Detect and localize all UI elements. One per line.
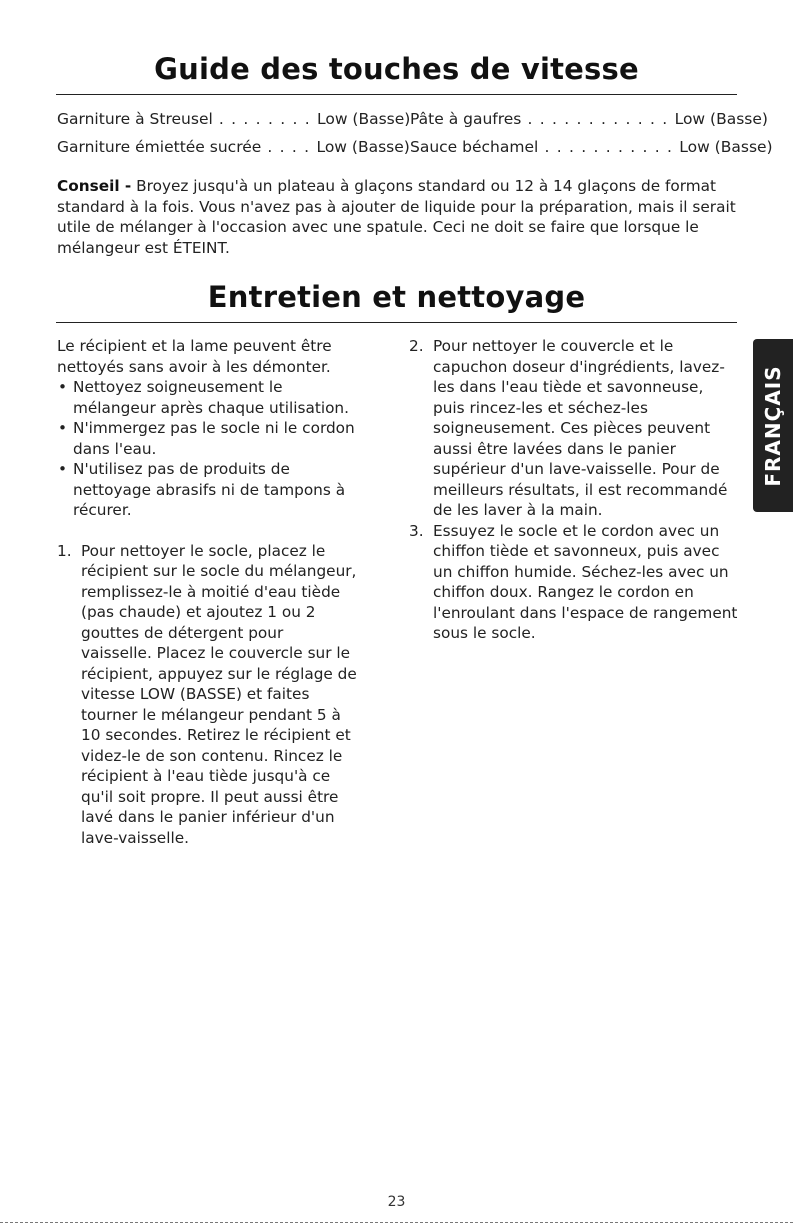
page-edge	[0, 1222, 793, 1223]
speed-row: Pâte à gaufres . . . . . . . . . . . . Low (Basse)	[410, 110, 768, 128]
care-heading: Entretien et nettoyage	[207, 280, 586, 314]
tip-paragraph: Conseil - Broyez jusqu'à un plateau à glaçons standard ou 12 à 14 glaçons de format standard à la fois. Vous n'avez pas à ajouter de liquide pour la préparation, mais il serait utile de mélanger à l'occasion avec une spatule. Ceci ne doit se faire que lorsque le mélangeur est ÉTEINT.	[57, 177, 736, 257]
list-item: • N'utilisez pas de produits de nettoyage abrasifs ni de tampons à récurer.	[58, 460, 346, 519]
speed-guide-heading: Guide des touches de vitesse	[154, 52, 639, 86]
speed-row: Garniture à Streusel . . . . . . . . Low (Basse)	[57, 110, 411, 128]
care-intro: Le récipient et la lame peuvent être nettoyés sans avoir à les démonter.	[57, 337, 332, 376]
speed-row: Sauce béchamel . . . . . . . . . . . Low (Basse)	[410, 138, 773, 156]
care-right-column	[409, 336, 739, 644]
heading-rule	[56, 322, 737, 323]
tip-label: Conseil -	[57, 177, 132, 195]
list-item: 2. Pour nettoyer le couvercle et le capuchon doseur d'ingrédients, lavez-les dans l'eau tiède et savonneuse, puis rincez-les et séchez-les soigneusement. Ces pièces peuvent aussi être lavées dans le panier supérieur d'un lave-vaisselle. Pour de meilleurs résultats, il est recommandé de les laver à la main.	[409, 337, 728, 519]
care-left-column	[57, 336, 357, 848]
page-number: 23	[387, 1194, 406, 1210]
list-item: 3. Essuyez le socle et le cordon avec un chiffon tiède et savonneux, puis avec un chiffon humide. Séchez-les avec un chiffon doux. Rangez le cordon en l'enroulant dans l'espace de rangement sous le socle.	[409, 521, 738, 642]
language-tab: FRANÇAIS	[753, 339, 793, 512]
list-item: 1. Pour nettoyer le socle, placez le récipient sur le socle du mélangeur, remplissez-le à moitié d'eau tiède (pas chaude) et ajoutez 1 ou 2 gouttes de détergent pour vaisselle. Placez le couvercle sur le récipient, appuyez sur le réglage de vitesse LOW (BASSE) et faites tourner le mélangeur pendant 5 à 10 secondes. Retirez le récipient et videz-le de son contenu. Rincez le récipient à l'eau tiède jusqu'à ce qu'il soit propre. Il peut aussi être lavé dans le panier inférieur d'un lave-vaisselle.	[57, 541, 357, 847]
speed-row: Garniture émiettée sucrée . . . . Low (Basse)	[57, 138, 410, 156]
list-item: • Nettoyez soigneusement le mélangeur après chaque utilisation.	[58, 378, 349, 417]
heading-rule	[56, 94, 737, 95]
list-item: • N'immergez pas le socle ni le cordon dans l'eau.	[58, 419, 355, 458]
